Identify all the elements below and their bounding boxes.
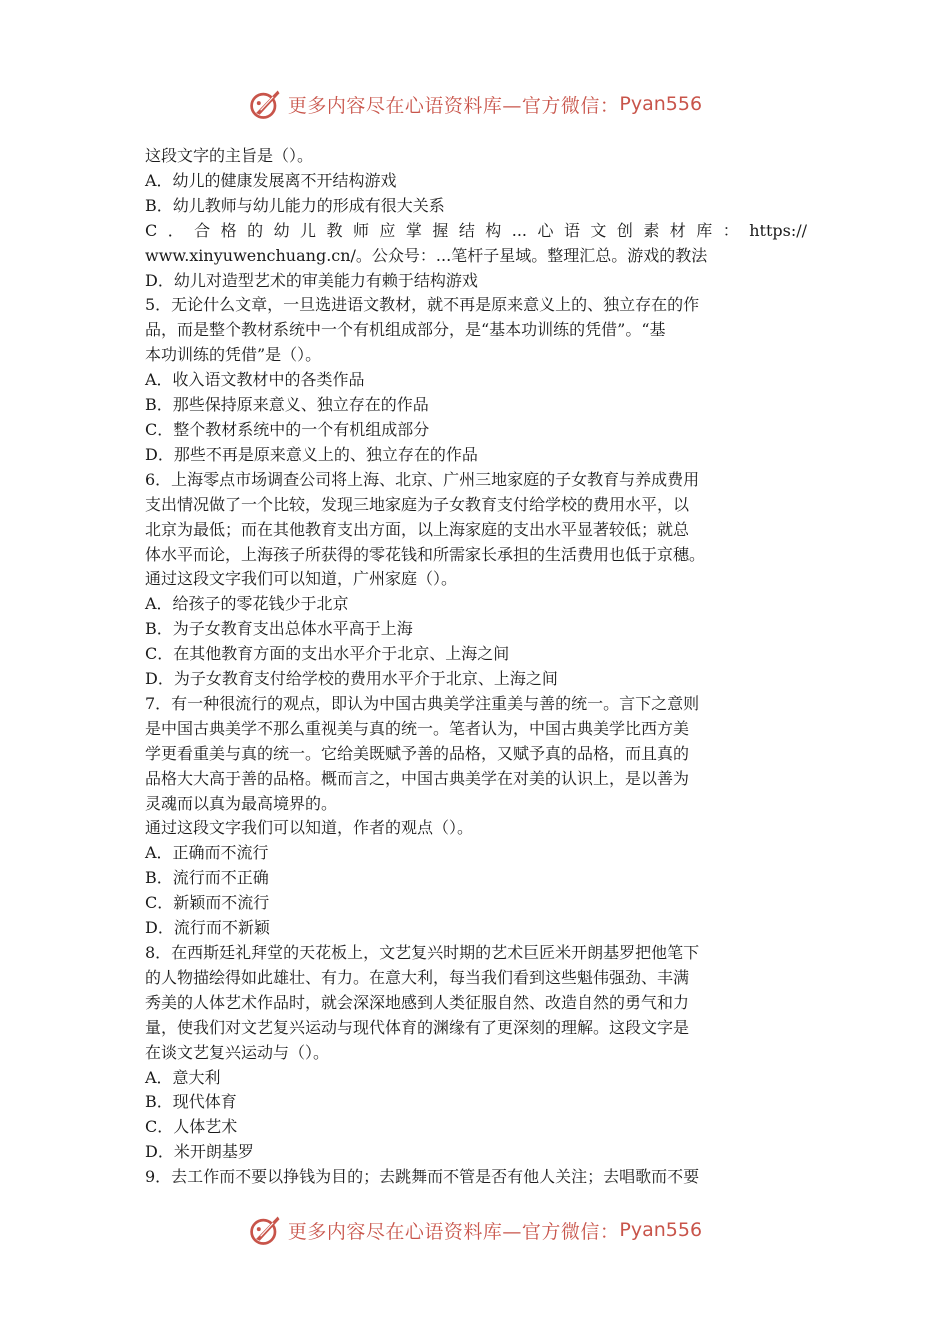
text-line: 支出情况做了一个比较，发现三地家庭为子女教育支付给学校的费用水平，以 bbox=[145, 494, 690, 514]
banner-text: 更多内容尽在心语资料库—官方微信： bbox=[287, 94, 620, 117]
text-line: A．幼儿的健康发展离不开结构游戏 bbox=[145, 170, 397, 190]
text-line: 7．有一种很流行的观点，即认为中国古典美学注重美与善的统一。言下之意则 bbox=[145, 693, 700, 713]
text-line: 量，使我们对文艺复兴运动与现代体育的渊缘有了更深刻的理解。这段文字是 bbox=[145, 1017, 690, 1037]
text-line: 9．去工作而不要以挣钱为目的；去跳舞而不管是否有他人关注；去唱歌而不要 bbox=[145, 1167, 700, 1187]
text-line: 这段文字的主旨是（）。 bbox=[145, 146, 314, 165]
text-line: 的人物描绘得如此雄壮、有力。在意大利，每当我们看到这些魁伟强劲、丰满 bbox=[145, 967, 690, 987]
text-line: www.xinyuwenchuang.cn/。公众号：...笔杆子星域。整理汇总。游戏的教法 bbox=[145, 245, 708, 265]
text-line: 本功训练的凭借”是（）。 bbox=[145, 345, 322, 365]
quill-logo-icon bbox=[248, 1212, 284, 1248]
text-line: 学更看重美与真的统一。它给美既赋予善的品格，又赋予真的品格，而且真的 bbox=[145, 743, 690, 763]
text-line: 品，而是整个教材系统中一个有机组成部分，是“基本功训练的凭借”。“基 bbox=[145, 320, 666, 340]
text-line: A．意大利 bbox=[145, 1067, 221, 1087]
text-line: D．米开朗基罗 bbox=[145, 1142, 254, 1162]
text-line: D．幼儿对造型艺术的审美能力有赖于结构游戏 bbox=[145, 270, 478, 290]
text-line: 8．在西斯廷礼拜堂的天花板上，文艺复兴时期的艺术巨匠米开朗基罗把他笔下 bbox=[145, 943, 700, 962]
text-line: C．人体艺术 bbox=[145, 1117, 238, 1137]
footer-banner-text: 更多内容尽在心语资料库—官方微信： bbox=[287, 1220, 620, 1243]
text-line: 是中国古典美学不那么重视美与真的统一。笔者认为，中国古典美学比西方美 bbox=[145, 718, 690, 738]
text-line: B．现代体育 bbox=[145, 1092, 237, 1112]
text-line: A．正确而不流行 bbox=[145, 843, 269, 863]
text-line: C．整个教材系统中的一个有机组成部分 bbox=[145, 419, 430, 439]
text-line: D．为子女教育支付给学校的费用水平介于北京、上海之间 bbox=[145, 669, 558, 689]
text-line: D．流行而不新颖 bbox=[145, 918, 270, 938]
text-line: 体水平而论，上海孩子所获得的零花钱和所需家长承担的生活费用也低于京穗。 bbox=[145, 544, 706, 564]
text-line: 品格大大高于善的品格。概而言之，中国古典美学在对美的认识上，是以善为 bbox=[145, 768, 690, 788]
text-line: B．那些保持原来意义、独立存在的作品 bbox=[145, 395, 429, 415]
text-line: C．合格的幼儿教师应掌握结构...心语文创素材库：https:// bbox=[145, 220, 807, 240]
text-line: C．在其他教育方面的支出水平介于北京、上海之间 bbox=[145, 644, 510, 664]
text-line: B．为子女教育支出总体水平高于上海 bbox=[145, 619, 413, 639]
text-line: A．给孩子的零花钱少于北京 bbox=[145, 594, 349, 614]
text-line: 灵魂而以真为最高境界的。 bbox=[145, 793, 338, 813]
text-line: 在谈文艺复兴运动与（）。 bbox=[145, 1042, 330, 1062]
document-body bbox=[145, 144, 807, 1190]
text-line: C．新颖而不流行 bbox=[145, 893, 270, 913]
footer-banner bbox=[0, 1210, 950, 1250]
text-line: B．流行而不正确 bbox=[145, 868, 269, 888]
text-line: 6．上海零点市场调查公司将上海、北京、广州三地家庭的子女教育与养成费用 bbox=[145, 469, 700, 489]
text-line: A．收入语文教材中的各类作品 bbox=[145, 370, 365, 390]
text-line: 北京为最低；而在其他教育支出方面，以上海家庭的支出水平显著较低；就总 bbox=[145, 519, 690, 539]
header-banner bbox=[0, 84, 950, 124]
text-line: B．幼儿教师与幼儿能力的形成有很大关系 bbox=[145, 195, 445, 215]
footer-banner-wechat-id: Pyan556 bbox=[619, 1219, 703, 1241]
text-line: 秀美的人体艺术作品时，就会深深地感到人类征服自然、改造自然的勇气和力 bbox=[145, 992, 690, 1012]
text-line: D．那些不再是原来意义上的、独立存在的作品 bbox=[145, 444, 478, 464]
banner-wechat-id: Pyan556 bbox=[619, 93, 703, 115]
text-line: 通过这段文字我们可以知道，作者的观点（）。 bbox=[145, 818, 474, 838]
text-line: 5．无论什么文章，一旦选进语文教材，就不再是原来意义上的、独立存在的作 bbox=[145, 295, 700, 315]
text-line: 通过这段文字我们可以知道，广州家庭（）。 bbox=[145, 569, 458, 589]
quill-logo-icon bbox=[248, 86, 284, 122]
